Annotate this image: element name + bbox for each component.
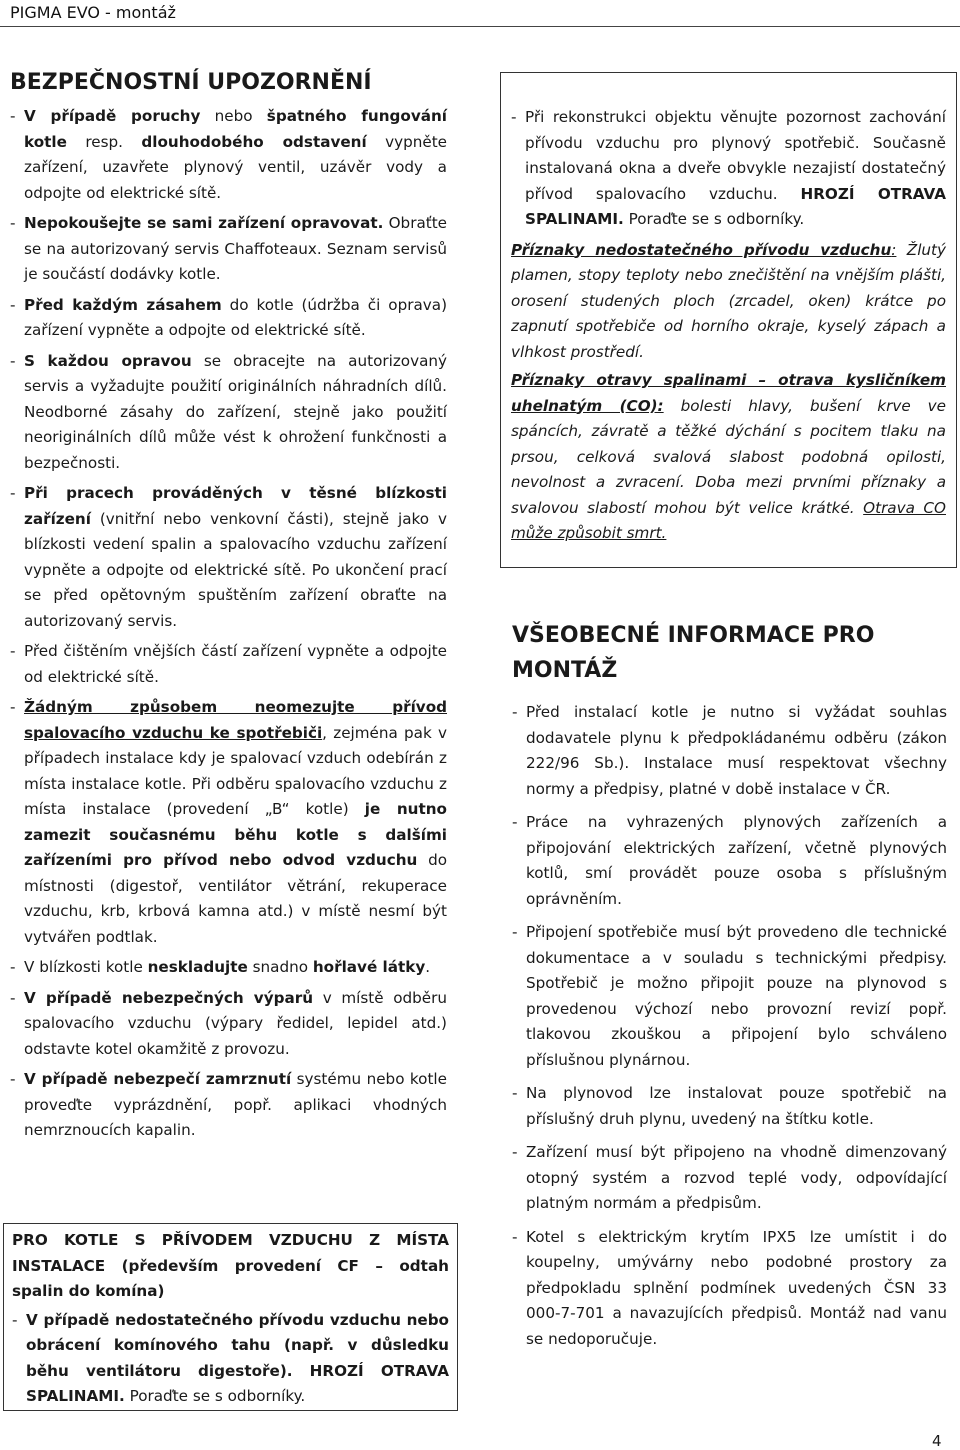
general-item: - Před instalací kotle je nutno si vyžádat souhlas dodavatele plynu k předpokládanému odběru (zákon 222/96 Sb.). Instalace musí respektovat všechny normy a předpisy, platné v době instalace v ČR. <box>512 700 947 802</box>
general-section <box>512 618 947 1360</box>
flue-warning-box <box>3 1223 458 1411</box>
safety-item: - Při pracech prováděných v těsné blízkosti zařízení (vnitřní nebo venkovní části), stejně jako v blízkosti vedení spalin a spalovacího vzduchu zařízení vypněte a odpojte od elektrické sítě. Po ukončení prací se před opětovným spuštěním zařízení obraťte na autorizovaný servis. <box>10 481 447 634</box>
page-header <box>0 0 960 28</box>
safety-item: - S každou opravou se obracejte na autorizovaný servis a vyžadujte použití originálních náhradních dílů. Neodborné zásahy do zařízení, stejně jako použití neoriginálních dílů může vést k ohrožení funkčnosti a bezpečnosti. <box>10 349 447 477</box>
general-title: VŠEOBECNÉ INFORMACE PRO MONTÁŽ <box>512 623 875 683</box>
general-item: - Na plynovod lze instalovat pouze spotřebič na příslušný druh plynu, uvedený na štítku kotle. <box>512 1081 947 1132</box>
general-item: - Zařízení musí být připojeno na vhodně dimenzovaný otopný systém a rozvod teplé vody, odpovídající platným normám a předpisům. <box>512 1140 947 1217</box>
safety-section <box>10 68 447 1149</box>
safety-item: - Před čištěním vnějších částí zařízení vypněte a odpojte od elektrické sítě. <box>10 639 447 690</box>
safety-item: - V případě nebezpečných výparů v místě odběru spalovacího vzduchu (výpary ředidel, lepidel atd.) odstavte kotel okamžitě z provozu. <box>10 986 447 1063</box>
symptoms-air: Příznaky nedostatečného přívodu vzduchu: Žlutý plamen, stopy teploty nebo znečištění na vnějším plášti, orosení studených ploch (zrcadel, oken) krátce po zapnutí spotřebiče od horního okraje, kyselý zápach a vlhkost prostředí. <box>511 240 946 361</box>
safety-item: - V případě poruchy nebo špatného fungování kotle resp. dlouhodobého odstavení vypněte zařízení, uzavřete plynový ventil, uzávěr vody a odpojte od elektrické sítě. <box>10 104 447 206</box>
general-item: - Kotel s elektrickým krytím IPX5 lze umístit i do koupelny, umývárny nebo podobné prostory za předpokladu splnění podmínek uvedených ČSN 33 000-7-701 a navazujících předpisů. Montáž nad vanu se nedoporučuje. <box>512 1225 947 1353</box>
page-number: 4 <box>932 1432 942 1450</box>
general-item: - Práce na vyhrazených plynových zařízeních a připojování elektrických zařízení, včetně plynových kotlů, smí provádět pouze osoba s příslušným oprávněním. <box>512 810 947 912</box>
symptoms-co: Příznaky otravy spalinami – otrava kysličníkem uhelnatým (CO): bolesti hlavy, bušení krve ve spáncích, závratě a těžké dýchání s pocitem tlaku na prsou, celková svalová slabost podobná opilosti, nevolnost a zvracení. Doba mezi prvními příznaky a svalovou slabostí mohou být velice krátké. Otrava CO může způsobit smrt. <box>511 371 946 542</box>
safety-item: - Nepokoušejte se sami zařízení opravovat. Obraťte se na autorizovaný servis Chaffoteaux. Seznam servisů je součástí dodávky kotle. <box>10 211 447 288</box>
general-item: - Připojení spotřebiče musí být provedeno dle technické dokumentace a v souladu s technickými předpisy. Spotřebič je možno připojit pouze na plynovod s provedenou výchozí nebo provozní revizí popř. tlakovou zkouškou a připojení bylo schváleno příslušnou plynárnou. <box>512 920 947 1073</box>
ventilation-warning-box <box>500 72 957 568</box>
safety-item: - V případě nebezpečí zamrznutí systému nebo kotle proveďte vyprázdnění, popř. aplikaci vhodných nemrznoucích kapalin. <box>10 1067 447 1144</box>
header-rule <box>0 26 960 27</box>
safety-item: - Žádným způsobem neomezujte přívod spalovacího vzduchu ke spotřebiči, zejména pak v případech instalace kdy je spalovací vzduch odebírán z místa instalace kotle. Při odběru spalovacího vzduchu z místa instalace (provedení „B“ kotle) je nutno zamezit současnému běhu kotle s dalšími zařízeními pro přívod nebo odvod vzduchu do místnosti (digestoř, ventilátor větrání, rekuperace vzduchu, krb, krbová kamna atd.) v místě nesmí být vytvářen podtlak. <box>10 695 447 950</box>
flue-warning-heading: PRO KOTLE S PŘÍVODEM VZDUCHU Z MÍSTA INSTALACE (především provedení CF – odtah spalin do komína) <box>12 1231 449 1300</box>
ventilation-item: - Při rekonstrukci objektu věnujte pozornost zachování přívodu vzduchu pro plynový spotřebič. Současně instalovaná okna a dveře obvykle nezajistí dostatečný přívod spalovacího vzduchu. HROZÍ OTRAVA SPALINAMI. Poraďte se s odborníky. <box>511 105 946 233</box>
safety-title: BEZPEČNOSTNÍ UPOZORNĚNÍ <box>10 70 372 95</box>
safety-item: - V blízkosti kotle neskladujte snadno hořlavé látky. <box>10 955 447 981</box>
safety-item: - Před každým zásahem do kotle (údržba či oprava) zařízení vypněte a odpojte od elektrické sítě. <box>10 293 447 344</box>
flue-warning-item: - V případě nedostatečného přívodu vzduchu nebo obrácení komínového tahu (např. v důsledku běhu ventilátoru digestoře). HROZÍ OTRAVA SPALINAMI. Poraďte se s odborníky. <box>12 1308 449 1410</box>
header-title: PIGMA EVO - montáž <box>10 3 176 22</box>
